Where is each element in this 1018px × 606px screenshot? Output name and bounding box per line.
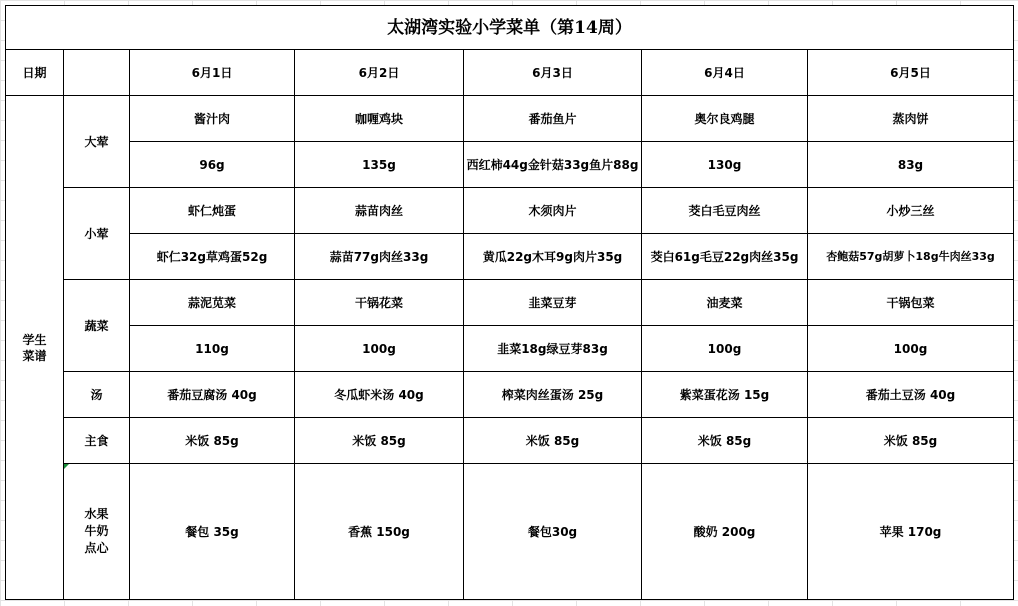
staple-cell[interactable]: 米饭 85g [464,418,642,464]
snack-cell[interactable]: 酸奶 200g [642,464,808,600]
day-header-5[interactable]: 6月5日 [808,50,1014,96]
category-label-vegetable[interactable]: 蔬菜 [64,280,130,372]
dish-cell[interactable]: 油麦菜 [642,280,808,326]
snack-cell[interactable]: 餐包 35g [130,464,295,600]
dish-cell[interactable]: 虾仁炖蛋 [130,188,295,234]
snack-cell[interactable]: 餐包30g [464,464,642,600]
day-header-2[interactable]: 6月2日 [295,50,464,96]
weight-cell[interactable]: 100g [295,326,464,372]
soup-cell[interactable]: 番茄土豆汤 40g [808,372,1014,418]
weight-cell[interactable]: 杏鲍菇57g胡萝卜18g牛肉丝33g [808,234,1014,280]
dish-cell[interactable]: 蒜泥苋菜 [130,280,295,326]
staple-cell[interactable]: 米饭 85g [295,418,464,464]
section-label: 学生菜谱 [22,332,47,363]
weight-cell[interactable]: 130g [642,142,808,188]
dish-cell[interactable]: 小炒三丝 [808,188,1014,234]
dish-cell[interactable]: 咖喱鸡块 [295,96,464,142]
header-empty-cell[interactable] [64,50,130,96]
weight-cell[interactable]: 110g [130,326,295,372]
staple-cell[interactable]: 米饭 85g [130,418,295,464]
category-label-snack: 水果牛奶点心 [84,507,109,555]
staple-cell[interactable]: 米饭 85g [642,418,808,464]
soup-cell[interactable]: 冬瓜虾米汤 40g [295,372,464,418]
cell-comment-marker [64,464,69,469]
dish-cell[interactable]: 茭白毛豆肉丝 [642,188,808,234]
menu-table [5,5,1014,600]
day-header-1[interactable]: 6月1日 [130,50,295,96]
weight-cell[interactable]: 西红柿44g金针菇33g鱼片88g [464,142,642,188]
dish-cell[interactable]: 木须肉片 [464,188,642,234]
staple-cell[interactable]: 米饭 85g [808,418,1014,464]
section-label-cell[interactable] [6,96,64,600]
soup-cell[interactable]: 榨菜肉丝蛋汤 25g [464,372,642,418]
weight-cell[interactable]: 83g [808,142,1014,188]
dish-cell[interactable]: 酱汁肉 [130,96,295,142]
category-label-staple[interactable]: 主食 [64,418,130,464]
snack-cell[interactable]: 香蕉 150g [295,464,464,600]
weight-cell[interactable]: 96g [130,142,295,188]
snack-cell[interactable]: 苹果 170g [808,464,1014,600]
day-header-3[interactable]: 6月3日 [464,50,642,96]
day-header-4[interactable]: 6月4日 [642,50,808,96]
weight-cell[interactable]: 100g [642,326,808,372]
category-label-snack-cell[interactable] [64,464,130,600]
category-label-soup[interactable]: 汤 [64,372,130,418]
dish-cell[interactable]: 干锅花菜 [295,280,464,326]
weight-cell[interactable]: 蒜苗77g肉丝33g [295,234,464,280]
dish-cell[interactable]: 蒸肉饼 [808,96,1014,142]
weight-cell[interactable]: 100g [808,326,1014,372]
menu-title[interactable]: 太湖湾实验小学菜单（第14周） [6,6,1014,50]
date-label-cell[interactable]: 日期 [6,50,64,96]
soup-cell[interactable]: 紫菜蛋花汤 15g [642,372,808,418]
weight-cell[interactable]: 135g [295,142,464,188]
dish-cell[interactable]: 番茄鱼片 [464,96,642,142]
dish-cell[interactable]: 蒜苗肉丝 [295,188,464,234]
dish-cell[interactable]: 干锅包菜 [808,280,1014,326]
dish-cell[interactable]: 韭菜豆芽 [464,280,642,326]
category-label-side-meat[interactable]: 小荤 [64,188,130,280]
weight-cell[interactable]: 茭白61g毛豆22g肉丝35g [642,234,808,280]
category-label-main-meat[interactable]: 大荤 [64,96,130,188]
weight-cell[interactable]: 黄瓜22g木耳9g肉片35g [464,234,642,280]
soup-cell[interactable]: 番茄豆腐汤 40g [130,372,295,418]
dish-cell[interactable]: 奥尔良鸡腿 [642,96,808,142]
weight-cell[interactable]: 虾仁32g草鸡蛋52g [130,234,295,280]
weight-cell[interactable]: 韭菜18g绿豆芽83g [464,326,642,372]
